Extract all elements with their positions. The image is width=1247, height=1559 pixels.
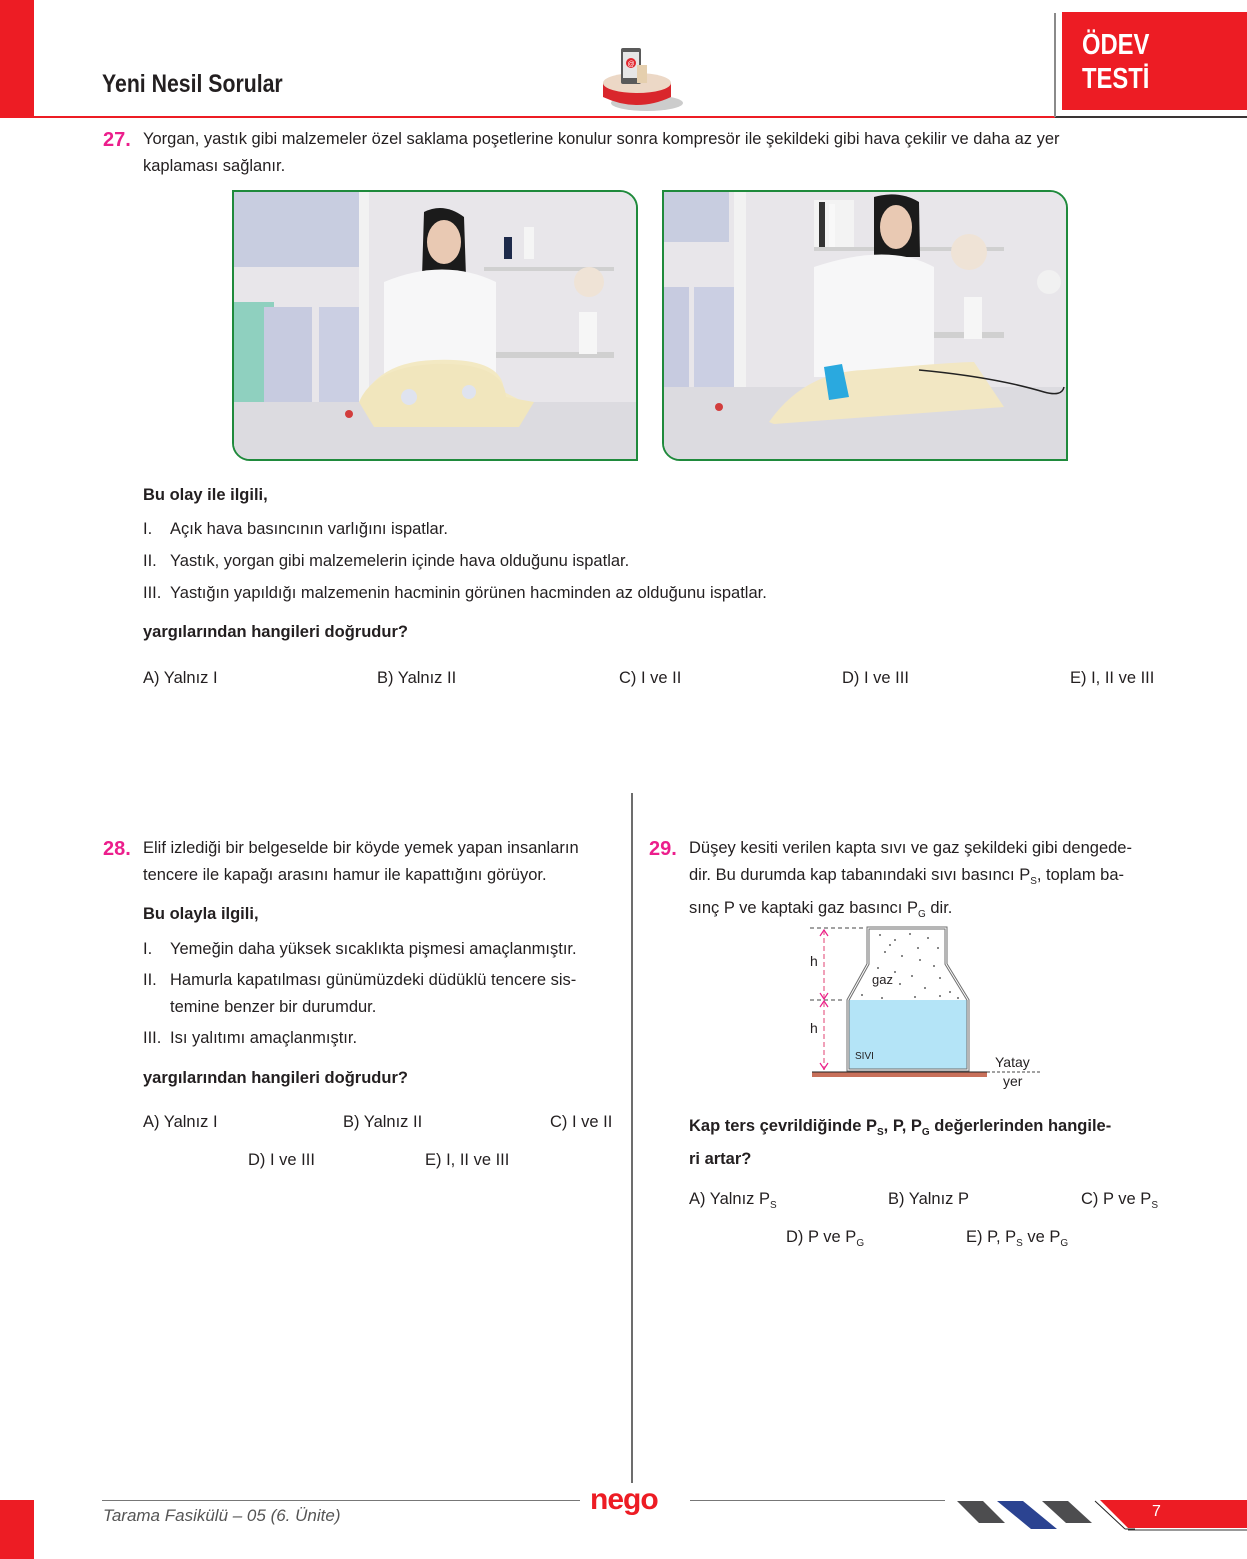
q29-option-e[interactable] [966,1228,1068,1249]
option-text: D) P ve P [786,1228,857,1246]
question-27-prompt: yargılarından hangileri doğrudur? [143,623,408,641]
text-part: , toplam ba- [1036,866,1124,884]
subscript: S [1151,1200,1158,1211]
question-27-lead: Bu olay ile ilgili, [143,486,268,504]
height-label-bottom: h [810,1020,818,1036]
question-29-number: 29. [649,838,677,860]
subscript: G [921,1127,930,1138]
question-27-text [143,126,1183,180]
question-29-prompt-line-1 [689,1113,1169,1146]
page-number: 7 [1152,1503,1161,1520]
question-29-prompt [689,1113,1169,1173]
header-vertical-divider [1054,13,1056,117]
subscript: S [1016,1238,1023,1249]
odev-testi-label [1082,28,1149,96]
q27-statement-1 [143,516,448,543]
subscript: S [1030,876,1037,887]
question-27-line-2: kaplaması sağlanır. [143,157,286,175]
text-part: sınç P ve kaptaki gaz basıncı P [689,899,918,917]
q28-option-b[interactable]: B) Yalnız II [343,1113,423,1131]
ground-label-2: yer [1003,1073,1023,1089]
q29-option-a[interactable] [689,1190,777,1211]
q29-option-c[interactable] [1081,1190,1158,1211]
statement-text: Hamurla kapatılması günümüzdeki düdüklü tencere sis- [170,971,577,989]
header-divider-red [34,116,1055,118]
question-27-number: 27. [103,129,131,151]
option-text: ve P [1022,1228,1061,1246]
subscript: G [918,909,926,920]
statement-number: II. [143,552,157,570]
q27-option-b[interactable]: B) Yalnız II [377,669,457,687]
q27-option-a[interactable]: A) Yalnız I [143,669,218,687]
option-text: B) Yalnız P [888,1190,970,1208]
logo-text: nego [590,1483,658,1516]
q28-option-c[interactable]: C) I ve II [550,1113,613,1131]
text-part: dir. [925,899,953,917]
q28-statement-1 [143,936,577,963]
left-red-bar-top [0,0,34,118]
statement-number: I. [143,940,153,958]
statement-text: Açık hava basıncının varlığını ispatlar. [170,520,448,538]
q27-option-e[interactable]: E) I, II ve III [1070,669,1155,687]
subscript: G [856,1238,865,1249]
text-part: değerlerinden hangile- [929,1117,1112,1135]
footer-book-title: Tarama Fasikülü – 05 (6. Ünite) [103,1506,341,1525]
phone-at-icon [597,45,687,117]
column-divider [631,793,633,1483]
q28-option-d[interactable]: D) I ve III [248,1151,315,1169]
statement-text: Yastık, yorgan gibi malzemelerin içinde hava olduğunu ispatlar. [170,552,630,570]
statement-number: III. [143,1029,162,1047]
question-29-prompt-line-2: ri artar? [689,1150,752,1168]
publisher-logo [590,1483,690,1523]
q27-statement-3 [143,580,767,607]
subscript: S [770,1200,777,1211]
question-29-line-1: Düşey kesiti verilen kapta sıvı ve gaz şekildeki gibi dengede- [689,839,1132,857]
statement-text: Yastığın yapıldığı malzemenin hacminin görünen hacminden az olduğunu ispatlar. [170,584,767,602]
statement-number: II. [143,971,157,989]
text-part: , P, P [883,1117,922,1135]
badge-line-1: ÖDEV [1082,29,1150,61]
question-28-lead: Bu olayla ilgili, [143,905,259,923]
question-27-line-1: Yorgan, yastık gibi malzemeler özel saklama poşetlerine konulur sonra kompresör ile şekildeki gibi hava çekilir ve daha az yer [143,130,1060,148]
subscript: S [876,1127,884,1138]
text-part: Kap ters çevrildiğinde P [689,1117,877,1135]
ground-label-1: Yatay [995,1054,1030,1070]
question-28-line-1: Elif izlediği bir belgeselde bir köyde yemek yapan insanların [143,839,579,857]
question-28-number: 28. [103,838,131,860]
liquid-label: SIVI [855,1051,874,1062]
q28-statement-2-cont: temine benzer bir durumdur. [170,998,377,1016]
gas-label: gaz [872,972,893,987]
question-29-text [689,835,1169,928]
page-number-tab [1100,1500,1247,1531]
container-diagram [800,920,1045,1095]
photo-vacuumed-pillow [662,190,1068,461]
footer-divider-left [102,1500,580,1501]
question-28-text [143,835,623,889]
question-29-line-2 [689,862,1169,895]
q28-statement-2 [143,967,576,994]
option-text: A) Yalnız P [689,1190,771,1208]
q28-option-a[interactable]: A) Yalnız I [143,1113,218,1131]
statement-text: Yemeğin daha yüksek sıcaklıkta pişmesi amaçlanmıştır. [170,940,577,958]
text-part: dir. Bu durumda kap tabanındaki sıvı basıncı P [689,866,1031,884]
header-divider-dark [1055,116,1247,118]
statement-number: III. [143,584,162,602]
left-red-bar-bottom [0,1500,34,1559]
option-text: C) P ve P [1081,1190,1152,1208]
svg-text:@: @ [627,61,635,68]
q29-option-d[interactable] [786,1228,864,1249]
height-label-top: h [810,953,818,969]
q27-option-c[interactable]: C) I ve II [619,669,682,687]
section-title: Yeni Nesil Sorular [102,70,283,98]
question-28-line-2: tencere ile kapağı arasını hamur ile kapattığını görüyor. [143,866,547,884]
q28-statement-3 [143,1025,357,1052]
q28-option-e[interactable]: E) I, II ve III [425,1151,510,1169]
subscript: G [1060,1238,1069,1249]
q27-statement-2 [143,548,629,575]
statement-text: Isı yalıtımı amaçlanmıştır. [170,1029,358,1047]
footer-divider-right [690,1500,945,1501]
statement-number: I. [143,520,153,538]
badge-line-2: TESTİ [1082,63,1150,95]
photo-full-pillow [232,190,638,461]
q27-option-d[interactable]: D) I ve III [842,669,909,687]
q29-option-b[interactable] [888,1190,969,1209]
question-28-prompt: yargılarından hangileri doğrudur? [143,1069,408,1087]
option-text: E) P, P [966,1228,1017,1246]
